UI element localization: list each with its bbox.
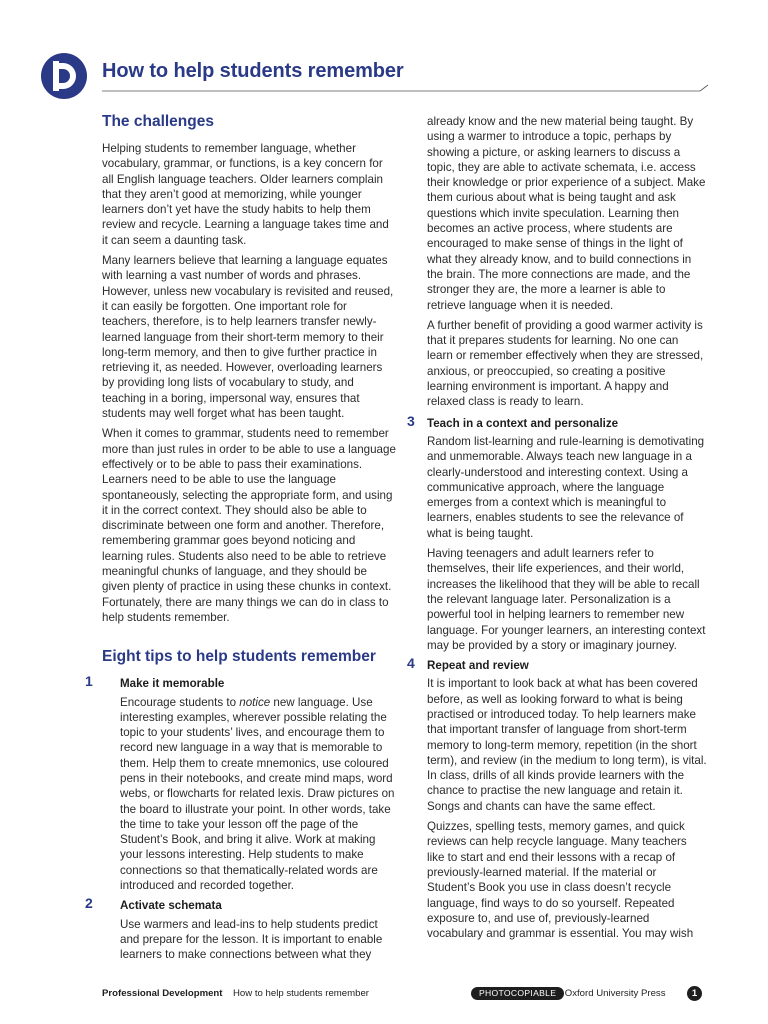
challenges-paragraph: Many learners believe that learning a language equates with learning a vast number of words and phrases. However, unless new vocabulary is revisited and reused, it can easily be forgotten. One important role for teachers, therefore, is to help learners transfer newly-learned language from their short-term memory to their long-term memory, and then to give further practice in retrieving it, as needed. However, overloading learners by providing long lists of vocabulary to study, and teaching in a boring, impersonal way, ensures that students may well forget what has been taught. bbox=[102, 254, 394, 421]
tip-title: Teach in a context and personalize bbox=[427, 416, 619, 430]
tip-title: Repeat and review bbox=[427, 659, 529, 673]
tip-4 bbox=[407, 655, 707, 941]
tip-3 bbox=[407, 412, 707, 653]
tip-body: Random list-learning and rule-learning is demotivating and unmemorable. Always teach new language in a clearly-understood and interesting context. Using a communicative approach, where the language emerges from a context which is meaningful to learners, enables students to see the relevance of what is being taught. bbox=[427, 434, 705, 540]
footer-copyright: © Oxford University Press bbox=[555, 988, 666, 999]
challenges-paragraph: When it comes to grammar, students need to remember more than just rules in order to be able to use a language effectively or to be able to pass their examinations. Learners need to be able to use the language spontaneously, selecting the appropriate form, and using it in the correct context. They should also be able to discriminate between one form and another. Therefore, remembering grammar goes beyond noticing and learning rules. Students also need to be able to retrieve meaningful chunks of language, and they should be given plenty of practice in using these chunks in context. Fortunately, there are many things we can do in class to help students remember. bbox=[102, 427, 396, 624]
tip-number: 2 bbox=[85, 895, 93, 912]
tip-number: 1 bbox=[85, 673, 93, 690]
tip-number: 4 bbox=[407, 655, 415, 672]
footer-section: Professional Development bbox=[102, 988, 223, 999]
title-underline bbox=[102, 84, 710, 98]
page-number: 1 bbox=[687, 986, 702, 1001]
tip-body: Encourage students to notice new language. Use interesting examples, wherever possible relating the topic to your students’ lives, and encourage them to record new language in a way that is memorable to them. Help them to create mnemonics, use coloured pens in their notebooks, and create mind maps, word webs, or flowcharts for related lexis. Draw pictures on the board to illustrate your point. In other words, take the time to take your lesson off the page of the Student’s Book, and bring it alive. Work at making your lessons interesting. Help students to make connections so that thematically-related words are introduced and recorded together. bbox=[120, 695, 395, 893]
left-column bbox=[85, 112, 397, 968]
right-column bbox=[407, 114, 707, 946]
tip-body: Having teenagers and adult learners refer to themselves, their life experiences, and their world, increases the likelihood that they will be able to recall the relevant language later. Personalization is a powerful tool in helping learners to remember new language. For younger learners, an interesting context may be provided by a story or imaginary journey. bbox=[427, 547, 706, 652]
tip-2-continued: A further benefit of providing a good warmer activity is that it prepares students for learning. No one can learn or remember effectively when they are stressed, anxious, or preoccupied, so creating a positive learning environment is important. A happy and relaxed class is ready to learn. bbox=[427, 318, 704, 409]
tip-title: Make it memorable bbox=[120, 677, 225, 691]
challenges-heading: The challenges bbox=[102, 113, 214, 130]
tip-2-continued: already know and the new material being taught. By using a warmer to introduce a topic, perhaps by showing a picture, or asking learners to discuss a topic, they are able to activate schemata, i.e. access their knowledge or prior experience of a subject. Make them curious about what is being taught and ask questions which invite speculation. Learning then becomes an active process, where students are encouraged to make sense of things in the light of what they already know, and to build connections in the brain. The more connections are made, and the stronger they are, the more a learner is able to retrieve language when it is needed. bbox=[427, 115, 706, 312]
photocopiable-badge: PHOTOCOPIABLE bbox=[471, 987, 564, 1000]
tip-body: Use warmers and lead-ins to help students predict and prepare for the lesson. It is important to enable learners to make connections between what they bbox=[120, 917, 383, 962]
tip-1 bbox=[85, 673, 397, 893]
footer-doc-title: How to help students remember bbox=[233, 988, 369, 999]
tip-body: Quizzes, spelling tests, memory games, and quick reviews can help recycle language. Many teachers like to start and end their lessons with a recap of previously-learned material. If the material or Student’s Book you use in class doesn’t recycle language, find ways to do so yourself. Repeated exposure to, and use of, previously-learned vocabulary and grammar is essential. You may wish bbox=[427, 820, 694, 941]
tips-heading: Eight tips to help students remember bbox=[102, 648, 376, 666]
tip-title: Activate schemata bbox=[120, 899, 222, 913]
page-title: How to help students remember bbox=[102, 60, 404, 82]
tip-body: It is important to look back at what has been covered before, as well as looking forward to what is being practised or introduced today. To help learners make that important transfer of language from short-term memory to long-term memory, repetition (in the short term), and review (in the medium to long term), is vital. In class, drills of all kinds provide learners with the chance to practise the new language and retain it. Songs and chants can have the same effect. bbox=[427, 677, 707, 813]
page-footer bbox=[102, 986, 702, 1002]
oxford-d-logo-icon bbox=[41, 53, 87, 99]
challenges-paragraph: Helping students to remember language, whether vocabulary, grammar, or functions, is a key concern for all English language teachers. Older learners complain that they aren’t good at memorizing, while younger learners don’t yet have the study habits to help them review and recycle. Learning a language takes time and it can seem a daunting task. bbox=[102, 142, 389, 247]
tip-2 bbox=[85, 895, 397, 962]
tip-number: 3 bbox=[407, 412, 415, 429]
